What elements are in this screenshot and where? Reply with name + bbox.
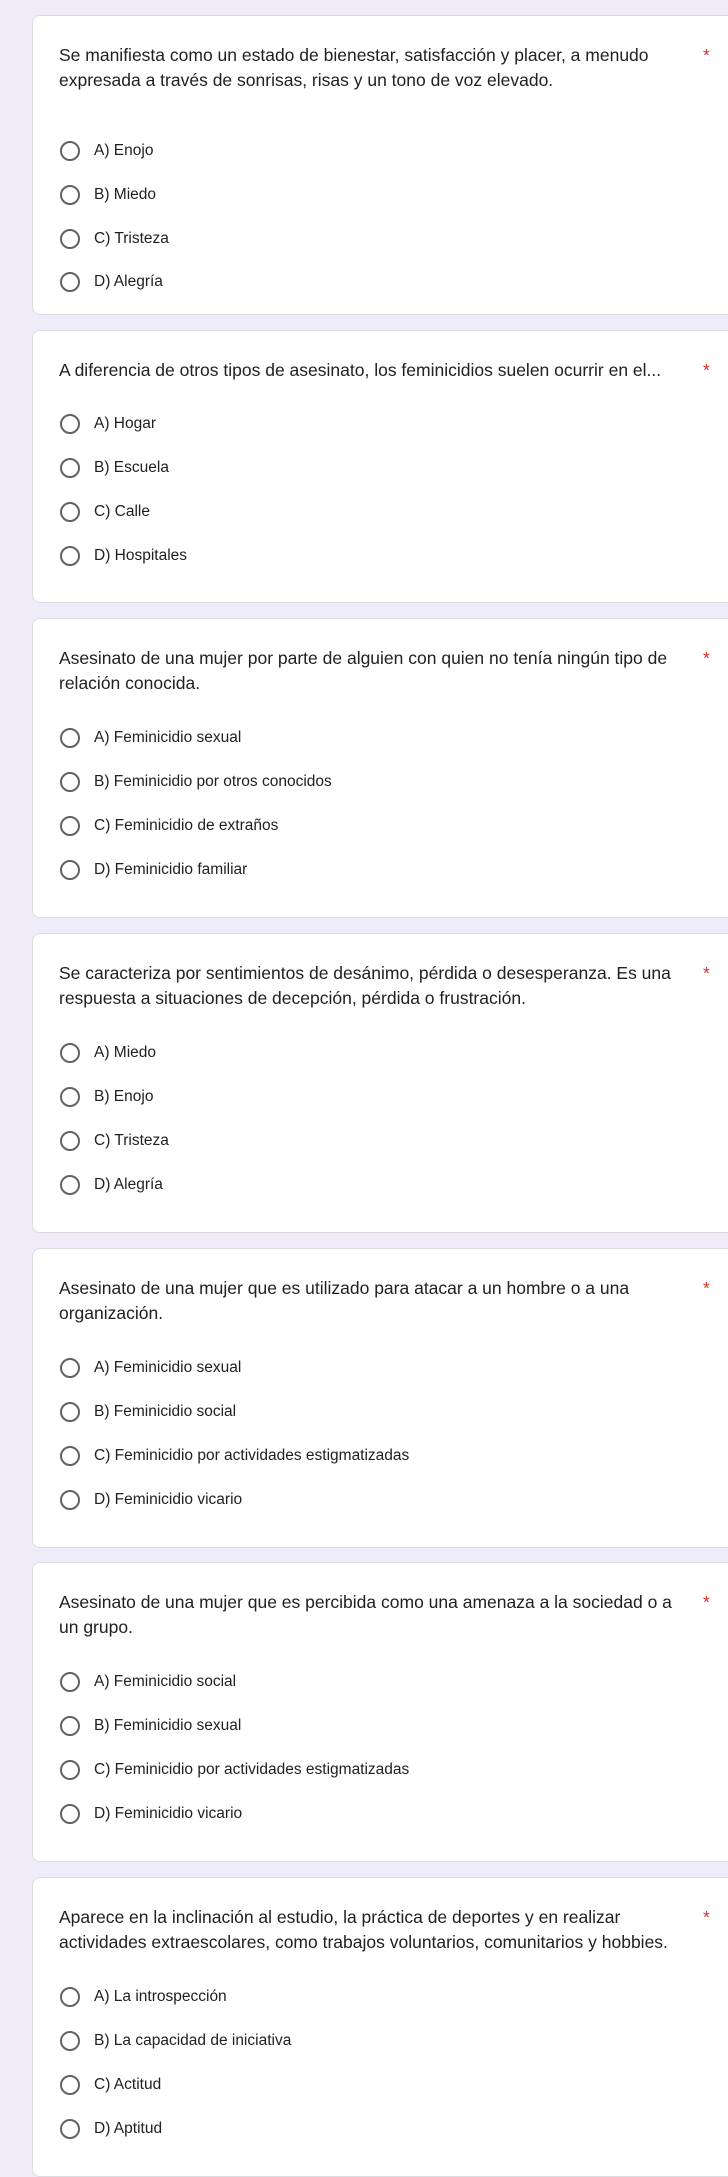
radio-button-icon[interactable] <box>60 772 80 792</box>
option-label: A) Miedo <box>94 1044 157 1061</box>
radio-option[interactable] <box>59 1353 241 1383</box>
question-title: Asesinato de una mujer que es utilizado para atacar a un hombre o a una organización. <box>59 1278 630 1323</box>
option-label: D) Alegría <box>94 273 163 290</box>
required-asterisk: * <box>703 648 710 668</box>
option-label: A) Feminicidio sexual <box>94 1359 242 1376</box>
radio-option[interactable] <box>59 1038 156 1068</box>
radio-option[interactable] <box>59 1982 227 2012</box>
radio-button-icon[interactable] <box>60 1490 80 1510</box>
radio-button-icon[interactable] <box>60 1446 80 1466</box>
radio-button-icon[interactable] <box>60 1760 80 1780</box>
radio-button-icon[interactable] <box>60 414 80 434</box>
radio-option[interactable] <box>59 1711 241 1741</box>
option-label: B) Enojo <box>94 1088 154 1105</box>
option-label: A) La introspección <box>94 1988 227 2005</box>
required-asterisk: * <box>703 1592 710 1612</box>
option-label: C) Tristeza <box>94 230 169 247</box>
option-label: B) Escuela <box>94 459 169 476</box>
radio-option[interactable] <box>59 224 169 254</box>
required-asterisk: * <box>703 45 710 65</box>
radio-button-icon[interactable] <box>60 816 80 836</box>
option-label: D) Hospitales <box>94 547 188 564</box>
question-card <box>32 1877 728 2177</box>
option-label: A) Feminicidio sexual <box>94 729 242 746</box>
radio-button-icon[interactable] <box>60 185 80 205</box>
question-title: Se caracteriza por sentimientos de desánimo, pérdida o desesperanza. Es una respuesta a situaciones de decepción, pérdida o frustración. <box>59 963 671 1008</box>
option-label: B) Feminicidio social <box>94 1403 237 1420</box>
radio-button-icon[interactable] <box>60 1804 80 1824</box>
radio-button-icon[interactable] <box>60 2031 80 2051</box>
option-label: C) Feminicidio por actividades estigmatizadas <box>94 1761 410 1778</box>
radio-option[interactable] <box>59 1799 242 1829</box>
radio-option[interactable] <box>59 855 247 885</box>
radio-option[interactable] <box>59 1126 169 1156</box>
option-label: D) Alegría <box>94 1176 163 1193</box>
radio-button-icon[interactable] <box>60 860 80 880</box>
question-card <box>32 933 728 1233</box>
radio-button-icon[interactable] <box>60 272 80 292</box>
radio-button-icon[interactable] <box>60 1358 80 1378</box>
option-label: C) Tristeza <box>94 1132 169 1149</box>
option-label: D) Aptitud <box>94 2120 163 2137</box>
radio-option[interactable] <box>59 497 150 527</box>
radio-option[interactable] <box>59 1397 236 1427</box>
radio-button-icon[interactable] <box>60 458 80 478</box>
radio-button-icon[interactable] <box>60 2119 80 2139</box>
radio-option[interactable] <box>59 409 156 439</box>
option-label: D) Feminicidio vicario <box>94 1491 243 1508</box>
radio-option[interactable] <box>59 2114 162 2144</box>
option-label: B) Feminicidio sexual <box>94 1717 242 1734</box>
question-card <box>32 618 728 918</box>
radio-button-icon[interactable] <box>60 728 80 748</box>
radio-button-icon[interactable] <box>60 2075 80 2095</box>
radio-option[interactable] <box>59 2070 161 2100</box>
required-asterisk: * <box>703 1278 710 1298</box>
question-title: Se manifiesta como un estado de bienestar, satisfacción y placer, a menudo expresada a través de sonrisas, risas y un tono de voz elevado. <box>59 45 649 90</box>
radio-option[interactable] <box>59 453 169 483</box>
radio-option[interactable] <box>59 2026 291 2056</box>
radio-button-icon[interactable] <box>60 1402 80 1422</box>
question-card <box>32 1248 728 1548</box>
radio-button-icon[interactable] <box>60 1672 80 1692</box>
radio-button-icon[interactable] <box>60 546 80 566</box>
option-label: C) Actitud <box>94 2076 162 2093</box>
option-label: A) Enojo <box>94 142 154 159</box>
radio-button-icon[interactable] <box>60 502 80 522</box>
radio-button-icon[interactable] <box>60 1087 80 1107</box>
question-title: Asesinato de una mujer por parte de alguien con quien no tenía ningún tipo de relación conocida. <box>59 648 668 693</box>
radio-option[interactable] <box>59 1170 163 1200</box>
radio-option[interactable] <box>59 541 187 571</box>
question-card <box>32 1562 728 1862</box>
option-label: D) Feminicidio familiar <box>94 861 248 878</box>
option-label: D) Feminicidio vicario <box>94 1805 243 1822</box>
required-asterisk: * <box>703 360 710 380</box>
question-card <box>32 15 728 315</box>
radio-option[interactable] <box>59 136 153 166</box>
radio-option[interactable] <box>59 723 241 753</box>
radio-option[interactable] <box>59 1755 409 1785</box>
option-label: B) Miedo <box>94 186 157 203</box>
question-title: Asesinato de una mujer que es percibida como una amenaza a la sociedad o a un grupo. <box>59 1592 672 1637</box>
question-title: Aparece en la inclinación al estudio, la práctica de deportes y en realizar actividades extraescolares, como trabajos voluntarios, comunitarios y hobbies. <box>59 1907 668 1952</box>
radio-option[interactable] <box>59 1485 242 1515</box>
required-asterisk: * <box>703 1907 710 1927</box>
radio-option[interactable] <box>59 267 163 297</box>
radio-option[interactable] <box>59 1441 409 1471</box>
radio-button-icon[interactable] <box>60 1175 80 1195</box>
radio-button-icon[interactable] <box>60 1131 80 1151</box>
option-label: B) Feminicidio por otros conocidos <box>94 773 332 790</box>
option-label: A) Feminicidio social <box>94 1673 237 1690</box>
radio-option[interactable] <box>59 180 156 210</box>
option-label: B) La capacidad de iniciativa <box>94 2032 292 2049</box>
question-title: A diferencia de otros tipos de asesinato, los feminicidios suelen ocurrir en el... <box>59 360 662 380</box>
radio-button-icon[interactable] <box>60 1716 80 1736</box>
radio-option[interactable] <box>59 1667 236 1697</box>
radio-option[interactable] <box>59 811 278 841</box>
option-label: C) Feminicidio por actividades estigmatizadas <box>94 1447 410 1464</box>
option-label: C) Feminicidio de extraños <box>94 817 279 834</box>
option-label: A) Hogar <box>94 415 157 432</box>
radio-button-icon[interactable] <box>60 141 80 161</box>
question-card <box>32 330 728 603</box>
radio-button-icon[interactable] <box>60 229 80 249</box>
required-asterisk: * <box>703 963 710 983</box>
radio-button-icon[interactable] <box>60 1987 80 2007</box>
radio-option[interactable] <box>59 1082 153 1112</box>
radio-option[interactable] <box>59 767 332 797</box>
option-label: C) Calle <box>94 503 150 520</box>
radio-button-icon[interactable] <box>60 1043 80 1063</box>
